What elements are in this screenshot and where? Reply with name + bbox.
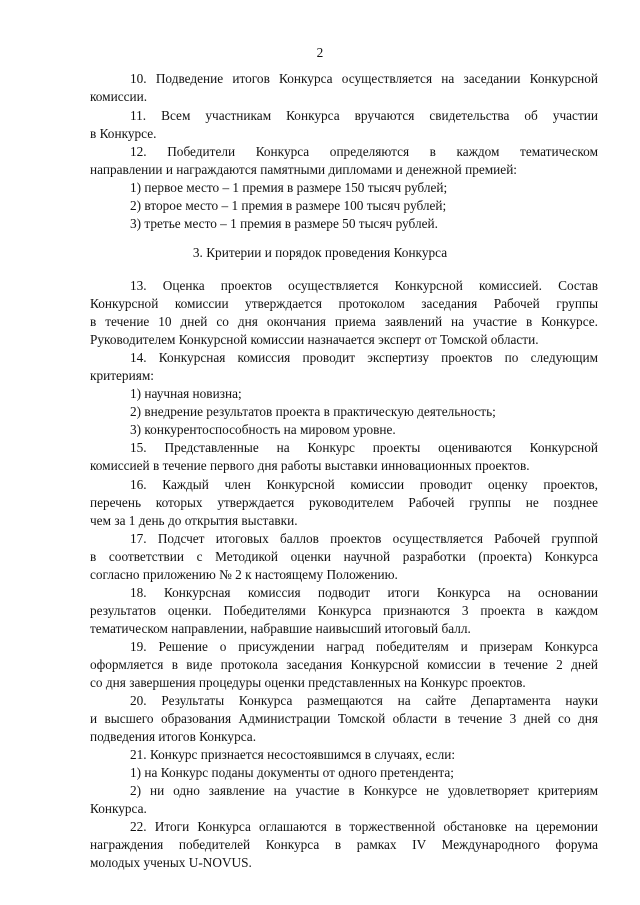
list-item: 2) второе место – 1 премия в размере 100 тысяч рублей; <box>130 198 447 213</box>
text-line: 15. Представленные на Конкурс проекты оцениваются Конкурсной <box>130 440 598 455</box>
page-number: 2 <box>316 45 324 60</box>
text-line: подведения итогов Конкурса. <box>90 729 257 744</box>
text-line: комиссии. <box>90 89 148 104</box>
list-item: 1) на Конкурс поданы документы от одного претендента; <box>130 765 454 780</box>
text-line: Конкурса. <box>90 801 147 816</box>
section-heading: 3. Критерии и порядок проведения Конкурса <box>192 245 448 260</box>
text-line: 17. Подсчет итоговых баллов проектов осуществляется Рабочей группой <box>130 531 598 546</box>
text-line: в течение 10 дней со дня окончания приема заявлений на участие в Конкурсе. <box>90 314 598 329</box>
text-line: чем за 1 день до открытия выставки. <box>90 513 298 528</box>
text-line: 19. Решение о присуждении наград победителям и призерам Конкурса <box>130 639 598 654</box>
text-line: и высшего образования Администрации Томской области в течение 3 дней со дня <box>90 711 598 726</box>
text-line: критериям: <box>90 368 154 383</box>
text-line: 18. Конкурсная комиссия подводит итоги Конкурса на основании <box>130 585 598 600</box>
list-item: 1) научная новизна; <box>130 386 242 401</box>
text-line: оформляется в виде протокола заседания Конкурсной комиссии в течение 2 дней <box>90 657 598 672</box>
text-line: в соответствии с Методикой оценки научной разработки (проекта) Конкурса <box>90 549 598 564</box>
text-line: Руководителем Конкурсной комиссии назначается эксперт от Томской области. <box>90 332 539 347</box>
list-item: 2) ни одно заявление на участие в Конкурсе не удовлетворяет критериям <box>130 783 598 798</box>
text-line: направлении и награждаются памятными дипломами и денежной премией: <box>90 162 518 177</box>
text-line: 11. Всем участникам Конкурса вручаются свидетельства об участии <box>130 108 598 123</box>
text-line: со дня завершения процедуры оценки представленных на Конкурс проектов. <box>90 675 526 690</box>
text-line: результатов оценки. Победителями Конкурса признаются 3 проекта в каждом <box>90 603 598 618</box>
text-line: 12. Победители Конкурса определяются в каждом тематическом <box>130 144 598 159</box>
text-line: тематическом направлении, набравшие наивысший итоговый балл. <box>90 621 471 636</box>
list-item: 3) конкурентоспособность на мировом уровне. <box>130 422 396 437</box>
text-line: согласно приложению № 2 к настоящему Положению. <box>90 567 398 582</box>
text-line: 21. Конкурс признается несостоявшимся в случаях, если: <box>130 747 456 762</box>
text-line: 10. Подведение итогов Конкурса осуществляется на заседании Конкурсной <box>130 71 598 86</box>
text-line: комиссией в течение первого дня работы выставки инновационных проектов. <box>90 458 530 473</box>
text-line: 20. Результаты Конкурса размещаются на сайте Департамента науки <box>130 693 598 708</box>
list-item: 2) внедрение результатов проекта в практическую деятельность; <box>130 404 496 419</box>
text-line: в Конкурсе. <box>90 126 157 141</box>
text-line: 16. Каждый член Конкурсной комиссии проводит оценку проектов, <box>130 477 598 492</box>
text-line: 13. Оценка проектов осуществляется Конкурсной комиссией. Состав <box>130 278 598 293</box>
text-line: Конкурсной комиссии утверждается протоколом заседания Рабочей группы <box>90 296 598 311</box>
list-item: 3) третье место – 1 премия в размере 50 тысяч рублей. <box>130 216 438 231</box>
text-line: 14. Конкурсная комиссия проводит экспертизу проектов по следующим <box>130 350 598 365</box>
text-line: перечень которых утверждается руководителем Рабочей группы не позднее <box>90 495 598 510</box>
text-line: молодых ученых U-NOVUS. <box>90 855 252 870</box>
text-line: награждения победителей Конкурса в рамках IV Международного форума <box>90 837 598 852</box>
text-line: 22. Итоги Конкурса оглашаются в торжественной обстановке на церемонии <box>130 819 598 834</box>
list-item: 1) первое место – 1 премия в размере 150 тысяч рублей; <box>130 180 448 195</box>
